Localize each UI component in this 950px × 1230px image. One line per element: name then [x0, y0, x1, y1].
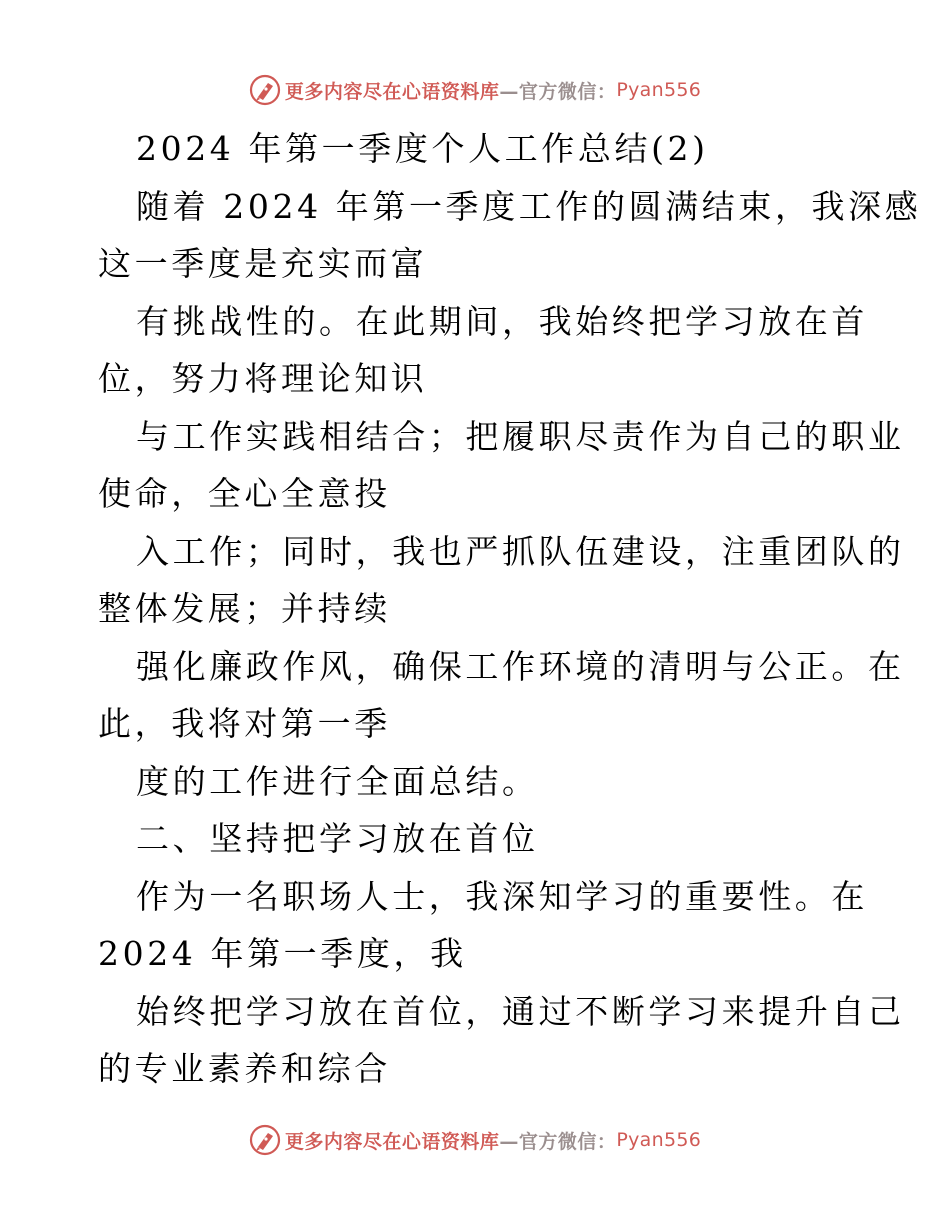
text-line: 有挑战性的。在此期间，我始终把学习放在首	[136, 301, 868, 341]
text-line: 这一季度是充实而富	[98, 244, 428, 283]
pen-nib-icon	[249, 74, 281, 106]
text-line: 入工作；同时，我也严抓队伍建设，注重团队的	[136, 531, 905, 571]
watermark-wechat-id: Pyan556	[616, 1129, 702, 1151]
text-line: 度的工作进行全面总结。	[136, 761, 539, 801]
header-watermark	[0, 70, 950, 110]
text-line: 强化廉政作风，确保工作环境的清明与公正。在	[136, 646, 905, 686]
watermark-wechat-id: Pyan556	[616, 79, 702, 101]
text-line: 与工作实践相结合；把履职尽责作为自己的职业	[136, 416, 905, 456]
text-line: 随着 2024 年第一季度工作的圆满结束，我深感	[136, 186, 922, 226]
text-line: 使命，全心全意投	[98, 474, 391, 513]
pen-nib-icon	[249, 1124, 281, 1156]
text-line: 2024 年第一季度，我	[98, 934, 467, 973]
text-line: 始终把学习放在首位，通过不断学习来提升自己	[136, 991, 905, 1031]
document-title: 2024 年第一季度个人工作总结(2)	[136, 129, 709, 168]
section-heading: 二、坚持把学习放在首位	[136, 819, 539, 858]
text-line: 的专业素养和综合	[98, 1049, 391, 1088]
watermark-wechat-label: —官方微信：	[499, 1130, 617, 1153]
watermark-brand-text: 更多内容尽在心语资料库	[284, 80, 500, 103]
text-line: 位，努力将理论知识	[98, 359, 428, 398]
watermark-brand-text: 更多内容尽在心语资料库	[284, 1130, 500, 1153]
text-line: 整体发展；并持续	[98, 589, 391, 628]
text-line: 作为一名职场人士，我深知学习的重要性。在	[136, 876, 868, 916]
watermark-wechat-label: —官方微信：	[499, 80, 617, 103]
footer-watermark	[0, 1120, 950, 1160]
document-body	[98, 120, 922, 1098]
text-line: 此，我将对第一季	[98, 704, 391, 743]
